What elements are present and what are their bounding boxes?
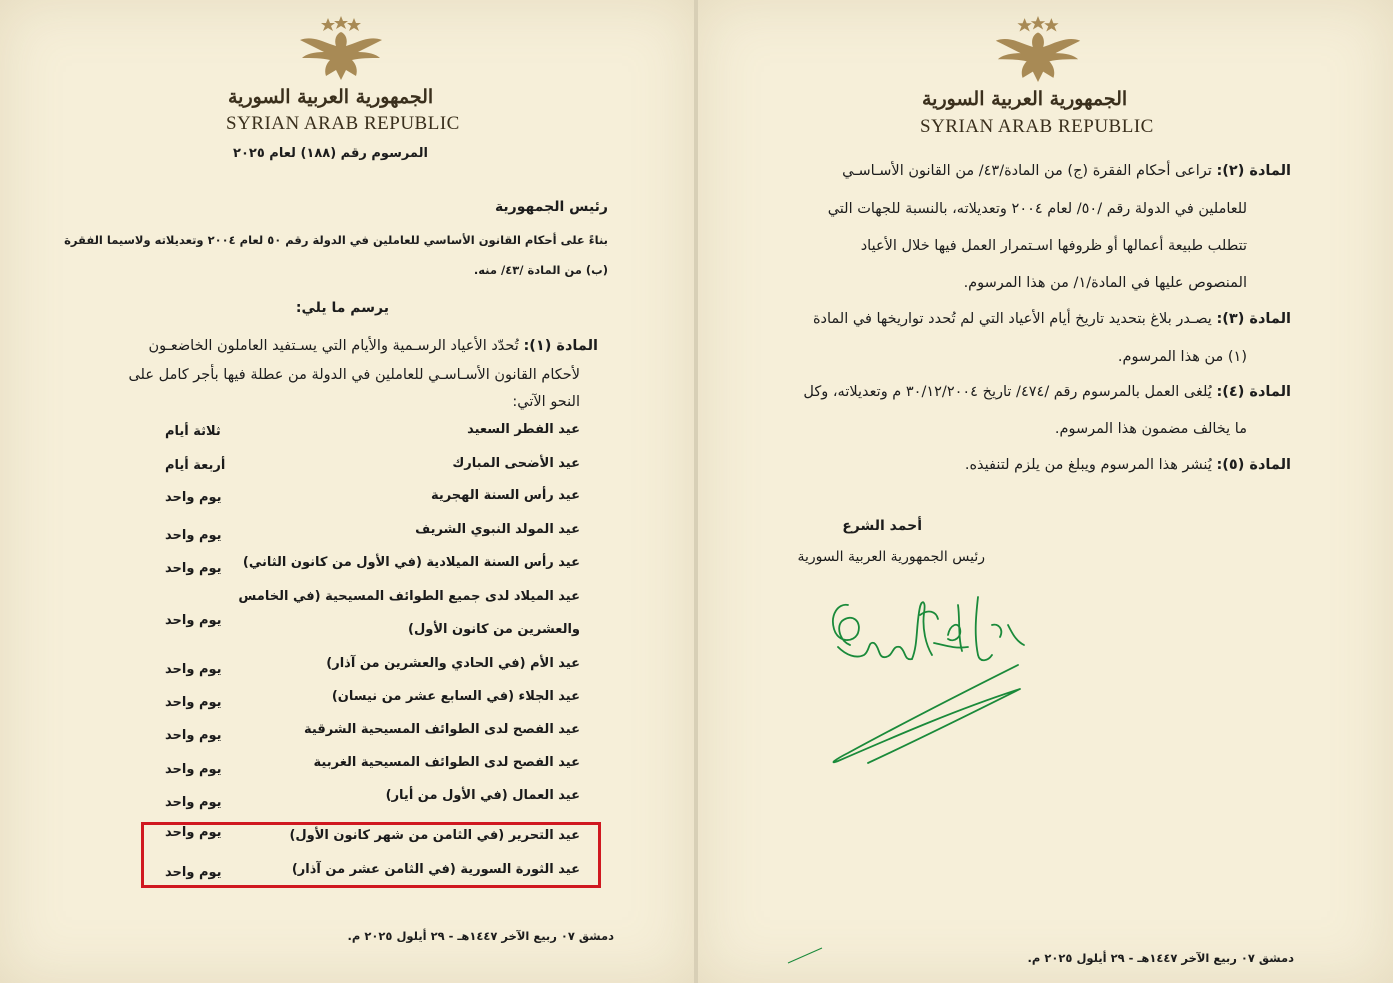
holiday-name-continued: والعشرين من كانون الأول) xyxy=(408,622,580,637)
eagle-emblem-icon xyxy=(991,14,1085,84)
article-1-line: النحو الآتي: xyxy=(512,394,580,410)
header-arabic: الجمهورية العربية السورية xyxy=(922,88,1128,110)
holiday-name: عيد العمال (في الأول من أيار) xyxy=(385,788,580,803)
header-arabic: الجمهورية العربية السورية xyxy=(228,86,434,108)
article-text: يُلغى العمل بالمرسوم رقم /٤٧٤/ تاريخ ٣٠/١٢/٢٠٠٤ م وتعديلاته، وكل xyxy=(803,384,1217,400)
date-line: دمشق ٠٧ ربيع الآخر ١٤٤٧هـ - ٢٩ أيلول ٢٠٢٥ م. xyxy=(1027,951,1294,965)
holiday-name: عيد الأم (في الحادي والعشرين من آذار) xyxy=(326,656,580,671)
article-1 xyxy=(148,338,598,354)
article-2-line: للعاملين في الدولة رقم /٥٠/ لعام ٢٠٠٤ وتعديلاته، بالنسبة للجهات التي xyxy=(827,201,1247,217)
eagle-emblem-icon xyxy=(296,14,386,82)
header-english: SYRIAN ARAB REPUBLIC xyxy=(920,116,1154,137)
holiday-duration: يوم واحد xyxy=(165,762,222,777)
holiday-duration: يوم واحد xyxy=(165,613,222,628)
article-label: المادة (٢): xyxy=(1216,163,1291,179)
holiday-name: عيد المولد النبوي الشريف xyxy=(415,522,580,537)
article-label: المادة (٣): xyxy=(1216,311,1291,327)
holiday-duration: يوم واحد xyxy=(165,865,222,880)
article-4-line: ما يخالف مضمون هذا المرسوم. xyxy=(1054,421,1247,437)
header-english: SYRIAN ARAB REPUBLIC xyxy=(226,113,460,134)
article-4 xyxy=(803,384,1291,400)
decree-page-right xyxy=(698,0,1393,983)
article-1-line: لأحكام القانون الأسـاسـي للعاملين في الدولة من عطلة فيها بأجر كامل على xyxy=(128,367,580,383)
holiday-duration: يوم واحد xyxy=(165,825,222,840)
highlight-box xyxy=(141,822,601,888)
decree-number: المرسوم رقم (١٨٨) لعام ٢٠٢٥ xyxy=(233,146,428,161)
article-3 xyxy=(813,311,1291,327)
holiday-name: عيد الجلاء (في السابع عشر من نيسان) xyxy=(331,689,580,704)
holiday-duration: يوم واحد xyxy=(165,728,222,743)
holiday-name: عيد الثورة السورية (في الثامن عشر من آذار) xyxy=(291,862,580,877)
holiday-name: عيد رأس السنة الهجرية xyxy=(430,488,580,503)
article-label: المادة (٥): xyxy=(1216,457,1291,473)
preamble-line: بناءً على أحكام القانون الأساسي للعاملين في الدولة رقم ٥٠ لعام ٢٠٠٤ وتعديلاته ولاسيما الفقرة xyxy=(64,233,608,247)
date-line: دمشق ٠٧ ربيع الآخر ١٤٤٧هـ - ٢٩ أيلول ٢٠٢٥ م. xyxy=(347,929,614,943)
signature-icon xyxy=(808,585,1048,775)
article-5 xyxy=(965,457,1291,473)
holiday-name: عيد الميلاد لدى جميع الطوائف المسيحية (في الخامس xyxy=(238,589,580,604)
holiday-duration: يوم واحد xyxy=(165,662,222,677)
article-text: تُحدّد الأعياد الرسـمية والأيام التي يسـتفيد العاملون الخاضعـون xyxy=(148,338,524,354)
holiday-duration: يوم واحد xyxy=(165,490,222,505)
holiday-duration: يوم واحد xyxy=(165,561,222,576)
article-2-line: المنصوص عليها في المادة/١/ من هذا المرسوم. xyxy=(963,275,1247,291)
article-2 xyxy=(842,163,1291,179)
holiday-name: عيد الفصح لدى الطوائف المسيحية الغربية xyxy=(313,755,580,770)
holiday-duration: يوم واحد xyxy=(165,795,222,810)
holiday-name: عيد الأضحى المبارك xyxy=(452,456,580,471)
article-text: يُنشر هذا المرسوم ويبلغ من يلزم لتنفيذه. xyxy=(964,457,1217,473)
holiday-duration: ثلاثة أيام xyxy=(165,424,221,439)
article-2-line: تتطلب طبيعة أعمالها أو ظروفها اسـتمرار العمل فيها خلال الأعياد xyxy=(860,238,1247,254)
holiday-duration: أربعة أيام xyxy=(165,458,226,473)
preamble-line: (ب) من المادة /٤٣/ منه. xyxy=(473,263,608,277)
holiday-name: عيد التحرير (في الثامن من شهر كانون الأول) xyxy=(289,828,580,843)
holiday-duration: يوم واحد xyxy=(165,695,222,710)
holiday-name: عيد رأس السنة الميلادية (في الأول من كانون الثاني) xyxy=(242,555,580,570)
article-label: المادة (١): xyxy=(523,338,598,354)
holiday-name: عيد الفطر السعيد xyxy=(467,422,580,437)
signer-name: أحمد الشرع xyxy=(842,518,922,534)
signer-title: رئيس الجمهورية العربية السورية xyxy=(797,549,985,565)
article-label: المادة (٤): xyxy=(1216,384,1291,400)
decrees-heading: يرسم ما يلي: xyxy=(295,300,389,316)
holiday-duration: يوم واحد xyxy=(165,528,222,543)
president-title: رئيس الجمهورية xyxy=(494,199,608,215)
holiday-name: عيد الفصح لدى الطوائف المسيحية الشرقية xyxy=(304,722,580,737)
pen-stroke-icon xyxy=(786,945,826,965)
article-text: تراعى أحكام الفقرة (ج) من المادة/٤٣/ من القانون الأسـاسـي xyxy=(842,163,1217,179)
article-text: يصـدر بلاغ بتحديد تاريخ أيام الأعياد التي لم تُحدد تواريخها في المادة xyxy=(812,311,1217,327)
article-3-line: (١) من هذا المرسوم. xyxy=(1117,349,1247,365)
